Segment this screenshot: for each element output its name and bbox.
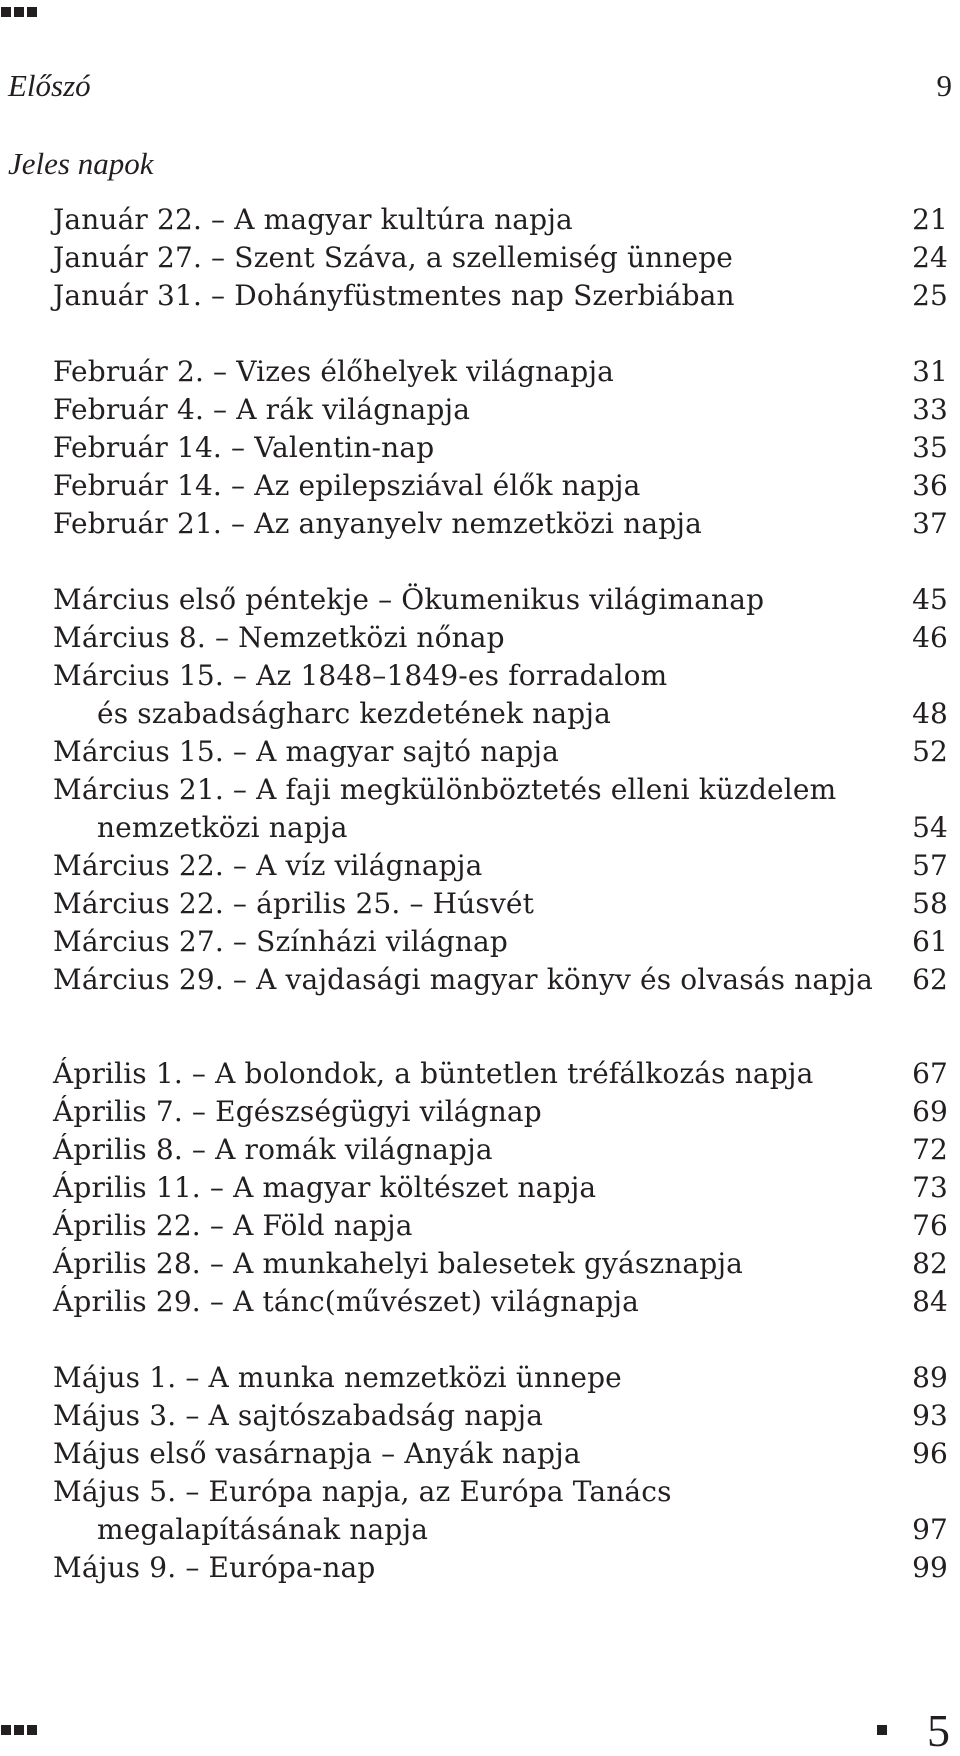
toc-entry-title: megalapításának napja xyxy=(97,1513,429,1546)
toc-entry-title: Március első péntekje – Ökumenikus világimanap xyxy=(53,583,765,616)
toc-entry-page: 48 xyxy=(912,697,948,730)
toc-entry-title: Április 29. – A tánc(művészet) világnapja xyxy=(53,1285,639,1318)
toc-entry-page: 52 xyxy=(912,735,948,768)
toc-entry-title: Január 31. – Dohányfüstmentes nap Szerbiában xyxy=(53,279,735,312)
toc-entry-title: Május első vasárnapja – Anyák napja xyxy=(53,1437,581,1470)
toc-entry-title: Május 1. – A munka nemzetközi ünnepe xyxy=(53,1361,622,1394)
toc-entry-title: Május 5. – Európa napja, az Európa Tanács xyxy=(53,1475,672,1508)
toc-entry[interactable] xyxy=(53,657,948,733)
toc-entry-title: Február 14. – Valentin-nap xyxy=(53,431,435,464)
toc-entry-page: 24 xyxy=(912,241,948,274)
toc-entry-page: 93 xyxy=(912,1399,948,1432)
section-label: Jeles napok xyxy=(8,146,154,181)
toc-entry-title: Április 1. – A bolondok, a büntetlen tréfálkozás napja xyxy=(53,1057,814,1090)
toc-entry-title: Április 8. – A romák világnapja xyxy=(53,1133,493,1166)
toc-entry-page: 99 xyxy=(912,1551,948,1584)
foreword-label: Előszó xyxy=(8,68,91,103)
toc-entry-page: 89 xyxy=(912,1361,948,1394)
toc-entry-page: 37 xyxy=(912,507,948,540)
toc-entry-title: Január 22. – A magyar kultúra napja xyxy=(53,203,573,236)
toc-entry[interactable] xyxy=(53,885,948,923)
toc-entry-page: 67 xyxy=(912,1057,948,1090)
toc-entry-page: 72 xyxy=(912,1133,948,1166)
toc-entry[interactable] xyxy=(53,1473,948,1549)
toc-entry[interactable] xyxy=(53,771,948,847)
toc-entry-title: Május 3. – A sajtószabadság napja xyxy=(53,1399,544,1432)
toc-entry-page: 61 xyxy=(912,925,948,958)
toc-entry[interactable] xyxy=(53,277,948,315)
toc-entry[interactable] xyxy=(53,1093,948,1131)
toc-entry-title: Április 22. – A Föld napja xyxy=(53,1209,413,1242)
toc-entry-page: 35 xyxy=(912,431,948,464)
toc-entry[interactable] xyxy=(53,847,948,885)
toc-entry[interactable] xyxy=(53,619,948,657)
toc-entry-title: Április 28. – A munkahelyi balesetek gyásznapja xyxy=(53,1247,744,1280)
toc-entry[interactable] xyxy=(53,581,948,619)
toc-entry[interactable] xyxy=(53,1397,948,1435)
toc-entry[interactable] xyxy=(53,923,948,961)
toc-entry[interactable] xyxy=(53,505,948,543)
toc-entry-title: és szabadságharc kezdetének napja xyxy=(97,697,611,730)
toc-entry-page: 45 xyxy=(912,583,948,616)
toc-entry-title: Január 27. – Szent Száva, a szellemiség ünnepe xyxy=(53,241,734,274)
toc-entry-page: 33 xyxy=(912,393,948,426)
toc-entry-title: Március 22. – A víz világnapja xyxy=(53,849,483,882)
toc-entry[interactable] xyxy=(53,467,948,505)
toc-entry-title: Február 21. – Az anyanyelv nemzetközi napja xyxy=(53,507,702,540)
toc-entry-page: 54 xyxy=(912,811,948,844)
toc-entry-page: 36 xyxy=(912,469,948,502)
toc-entry-title: Április 7. – Egészségügyi világnap xyxy=(53,1095,542,1128)
toc-entry-page: 69 xyxy=(912,1095,948,1128)
toc-entry[interactable] xyxy=(53,429,948,467)
toc-entry[interactable] xyxy=(53,1283,948,1321)
toc-entry-page: 46 xyxy=(912,621,948,654)
toc-entry-title: Március 15. – A magyar sajtó napja xyxy=(53,735,559,768)
toc-entry-page: 84 xyxy=(912,1285,948,1318)
toc-entry-title: Március 15. – Az 1848–1849-es forradalom xyxy=(53,659,668,692)
toc-entry[interactable] xyxy=(53,1435,948,1473)
toc-entry[interactable] xyxy=(53,353,948,391)
toc-entry-title: Március 29. – A vajdasági magyar könyv és olvasás napja xyxy=(53,963,873,996)
footer-page-number: 5 xyxy=(927,1705,950,1756)
toc-entry-page: 21 xyxy=(912,203,948,236)
toc-entry[interactable] xyxy=(53,1245,948,1283)
toc-entry-title: Február 14. – Az epilepsziával élők napja xyxy=(53,469,641,502)
toc-entry-page: 97 xyxy=(912,1513,948,1546)
toc-entry-title: Április 11. – A magyar költészet napja xyxy=(53,1171,597,1204)
toc-entry-title: Március 22. – április 25. – Húsvét xyxy=(53,887,535,920)
toc-entry-title: Március 27. – Színházi világnap xyxy=(53,925,508,958)
toc-entry-page: 82 xyxy=(912,1247,948,1280)
toc-entry[interactable] xyxy=(53,1169,948,1207)
toc-entry-page: 96 xyxy=(912,1437,948,1470)
toc-entry[interactable] xyxy=(53,1055,948,1093)
toc-entry[interactable] xyxy=(53,1549,948,1587)
toc-entry[interactable] xyxy=(53,961,948,999)
foreword-page: 9 xyxy=(936,68,952,103)
toc-entry-title: Március 21. – A faji megkülönböztetés elleni küzdelem xyxy=(53,773,837,806)
toc-entry-title: Március 8. – Nemzetközi nőnap xyxy=(53,621,505,654)
toc-entry[interactable] xyxy=(53,733,948,771)
toc-entry-title: Február 2. – Vizes élőhelyek világnapja xyxy=(53,355,614,388)
toc-entry-title: nemzetközi napja xyxy=(97,811,348,844)
toc-entry-page: 57 xyxy=(912,849,948,882)
toc-entry[interactable] xyxy=(53,201,948,239)
toc-entry[interactable] xyxy=(53,1207,948,1245)
toc-entry-page: 73 xyxy=(912,1171,948,1204)
toc-entry[interactable] xyxy=(53,391,948,429)
toc-entry-page: 31 xyxy=(912,355,948,388)
toc-entry[interactable] xyxy=(53,1359,948,1397)
toc-entry-title: Május 9. – Európa-nap xyxy=(53,1551,376,1584)
toc-entry[interactable] xyxy=(53,239,948,277)
toc-entry[interactable] xyxy=(53,1131,948,1169)
toc-entry-page: 62 xyxy=(912,963,948,996)
toc-entry-page: 58 xyxy=(912,887,948,920)
toc-entry-page: 25 xyxy=(912,279,948,312)
toc-entry-page: 76 xyxy=(912,1209,948,1242)
toc-entry-title: Február 4. – A rák világnapja xyxy=(53,393,471,426)
